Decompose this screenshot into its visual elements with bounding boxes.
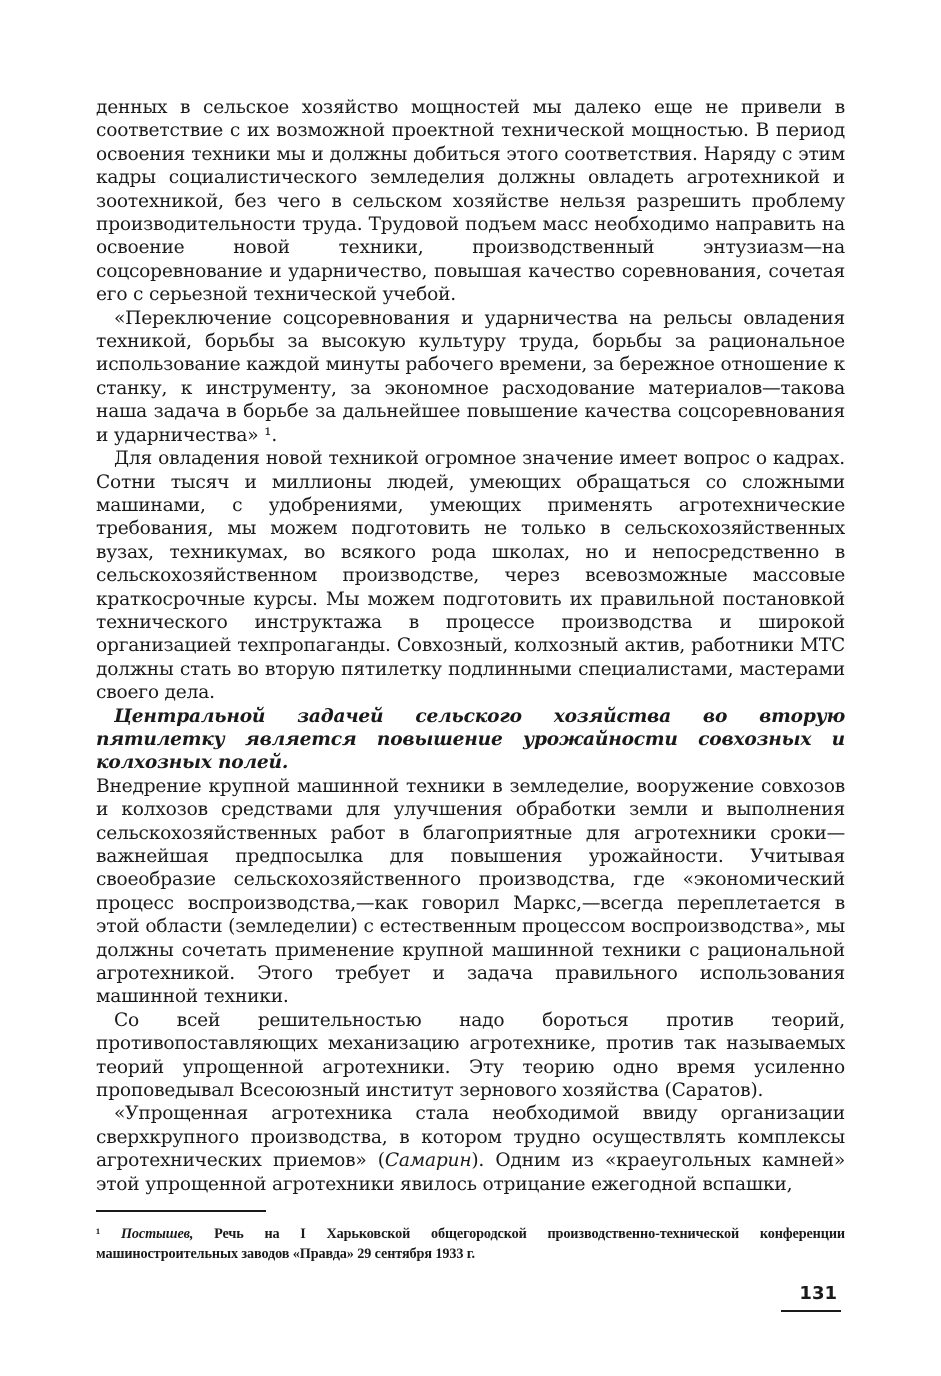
paragraph-machinery: Внедрение крупной машинной техники в земледелие, вооружение совхозов и колхозов средствами для улучшения обработки земли и выполнения сельскохозяйственных работ в благоприятные для агротехники сроки—важнейшая предпосылка для повышения урожайности. Учитывая своеобразие сельскохозяйственного производства, где «экономический процесс воспроизводства,—как говорил Маркс,—всегда переплетается в этой области (земледелии) с естественным процессом воспроизводства», мы должны сочетать применение крупной машинной техники с рациональной агротехникой. Этого требует и задача правильного использования машинной техники. — [96, 775, 845, 1008]
quote-samarin: «Упрощенная агротехника стала необходимой ввиду организации сверхкрупного производства, в котором трудно осуществлять комплексы агротехнических приемов» ( — [96, 1103, 845, 1172]
paragraph-simplified-agrotech — [96, 1102, 845, 1196]
quote-postyshev: «Переключение соцсоревнования и ударничества на рельсы овладения техникой, борьбы за высокую культуру труда, борьбы за рациональное использование каждой минуты рабочего времени, за бережное отношение к станку, к инструменту, за экономное расходование материалов—такова наша задача в борьбе за дальнейшее повышение качества соцсоревнования и ударничества» ¹. — [96, 307, 845, 446]
footnote-divider — [96, 1210, 266, 1212]
footnote-author: Постышев, — [120, 1226, 194, 1243]
page-number: 131 — [799, 1283, 837, 1304]
paragraph-1: денных в сельское хозяйство мощностей мы далеко еще не привели в соответствие с их возможной проектной технической мощностью. В период освоения техники мы и должны добиться этого соответствия. Наряду с этим кадры социалистического земледелия должны овладеть агротехникой и зоотехникой, без чего в сельском хозяйстве нельзя разрешить проблему производительности труда. Трудовой подъем масс необходимо направить на освоение новой техники, производственный энтузиазм—на соцсоревнование и ударничество, повышая качество соревнования, сочетая его с серьезной технической учебой. — [96, 97, 845, 306]
footnote — [96, 1224, 845, 1264]
footnote-marker: ¹ — [96, 1226, 101, 1243]
emphasis-central-task: Центральной задачей сельского хозяйства во вторую пятилетку является повышение урожайности совхозных и колхозных полей. — [96, 705, 845, 774]
page-number-rule — [781, 1310, 841, 1312]
author-samarin: Самарин — [384, 1150, 472, 1172]
footnote-text: Речь на I Харьковской общегородской производственно-технической конференции машиностроительных заводов «Правда» 29 сентября 1933 г. — [96, 1226, 845, 1263]
body-text — [96, 96, 845, 1196]
paragraph-cadres: Для овладения новой техникой огромное значение имеет вопрос о кадрах. Сотни тысяч и миллионы людей, умеющих обращаться со сложными машинами, с удобрениями, умеющих применять агротехнические требования, мы можем подготовить не только в сельскохозяйственных вузах, техникумах, во всякого рода школах, но и непосредственно в сельскохозяйственном производстве, через всевозможные массовые краткосрочные курсы. Мы можем подготовить их правильной постановкой технического инструктажа в процессе производства и широкой организацией техпропаганды. Совхозный, колхозный актив, работники МТС должны стать во вторую пятилетку подлинными специалистами, мастерами своего дела. — [96, 448, 845, 704]
paragraph-continuation: ). Одним из «краеугольных камней» этой упрощенной агротехники явилось отрицание ежегодной вспашки, — [96, 1150, 845, 1195]
paragraph-theories: Со всей решительностью надо бороться против теорий, противопоставляющих механизацию агротехнике, против так называемых теорий упрощенной агротехники. Эту теорию одно время усиленно проповедывал Всесоюзный институт зернового хозяйства (Саратов). — [96, 1009, 845, 1102]
